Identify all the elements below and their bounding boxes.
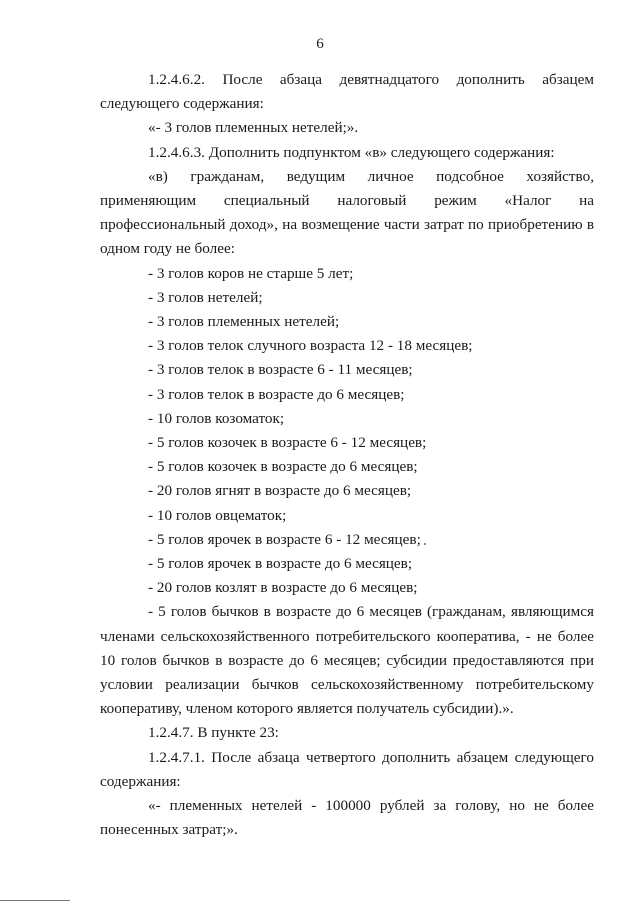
paragraph: «- 3 голов племенных нетелей;». xyxy=(148,119,359,137)
list-item: - 5 голов ярочек в возрасте 6 - 12 месяцев; xyxy=(148,530,421,548)
document-body xyxy=(100,68,594,843)
list-item: - 3 голов телок в возрасте 6 - 11 месяцев; xyxy=(148,361,413,379)
page-number: 6 xyxy=(316,36,324,52)
paragraph: - 5 голов бычков в возрасте до 6 месяцев (гражданам, являющимся членами сельскохозяйственного потребительского кооператива, - не более 10 голов бычков в возрасте до 6 месяцев; субсидии предоставляются при условии реализации бычков сельскохозяйственному потребительскому кооперативу, членом которого является получатель субсидии).». xyxy=(100,603,594,718)
list-item: - 5 голов ярочек в возрасте до 6 месяцев; xyxy=(148,555,413,573)
list-item: - 3 голов нетелей; xyxy=(148,288,263,306)
list-item: - 3 голов телок в возрасте до 6 месяцев; xyxy=(148,385,405,403)
list-item: - 20 голов ягнят в возрасте до 6 месяцев; xyxy=(148,482,412,500)
paragraph: 1.2.4.6.3. Дополнить подпунктом «в» следующего содержания: xyxy=(148,143,555,161)
paragraph: 1.2.4.7. В пункте 23: xyxy=(148,724,279,742)
paragraph: 1.2.4.7.1. После абзаца четвертого дополнить абзацем следующего содержания: xyxy=(100,748,594,790)
paragraph: «- племенных нетелей - 100000 рублей за голову, но не более понесенных затрат;». xyxy=(100,797,594,839)
list-item: - 3 голов племенных нетелей; xyxy=(148,313,340,331)
list-item: - 10 голов козоматок; xyxy=(148,409,285,427)
paragraph: «в) гражданам, ведущим личное подсобное хозяйство, применяющим специальный налоговый режим «Налог на профессиональный доход», на возмещение части затрат по приобретению в одном году не более: xyxy=(100,167,594,258)
list-item: - 5 голов козочек в возрасте до 6 месяцев; xyxy=(148,458,418,476)
list-item: - 3 голов телок случного возраста 12 - 18 месяцев; xyxy=(148,337,473,355)
list-item: - 10 голов овцематок; xyxy=(148,506,287,524)
paragraph: 1.2.4.6.2. После абзаца девятнадцатого дополнить абзацем следующего содержания: xyxy=(100,71,594,113)
list-item: - 5 голов козочек в возрасте 6 - 12 месяцев; xyxy=(148,434,427,452)
list-item: - 20 голов козлят в возрасте до 6 месяцев; xyxy=(148,579,418,597)
scan-speck xyxy=(424,543,426,545)
list-item: - 3 голов коров не старше 5 лет; xyxy=(148,264,354,282)
